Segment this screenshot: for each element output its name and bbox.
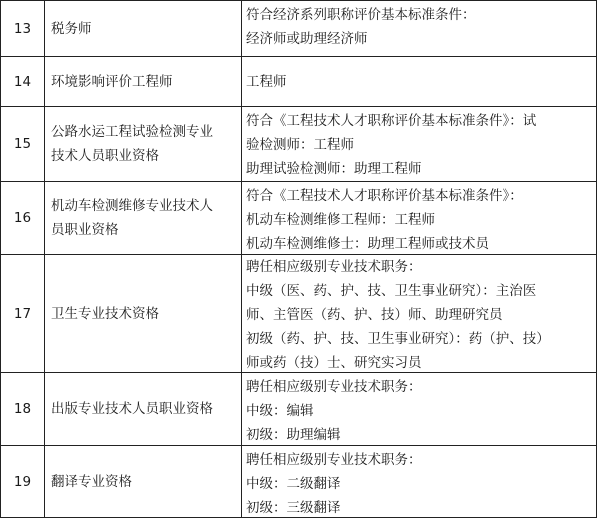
- row-number: 17: [1, 255, 45, 372]
- qualification-name-line: 翻译专业资格: [51, 473, 132, 490]
- requirement-line: 聘任相应级别专业技术职务：: [246, 452, 422, 468]
- requirement-cell: [242, 373, 597, 445]
- requirement-line: 初级：助理编辑: [246, 427, 341, 443]
- requirement-line: 初级：三级翻译: [246, 500, 341, 516]
- qualification-name: [45, 255, 242, 372]
- qualification-name-line: 技术人员职业资格: [51, 148, 159, 164]
- row-number: 14: [1, 57, 45, 106]
- table-row: [1, 255, 597, 373]
- row-number: 18: [1, 373, 45, 445]
- requirement-line: 中级：二级翻译: [246, 476, 341, 492]
- qualification-name: [45, 107, 242, 181]
- requirement-line: 初级（药、护、技、卫生事业研究）：药（护、技）: [246, 331, 550, 347]
- qualification-name: [45, 373, 242, 445]
- qualification-name: [45, 57, 242, 106]
- requirement-line: 助理试验检测师：助理工程师: [246, 161, 422, 177]
- requirement-line: 聘任相应级别专业技术职务：: [246, 259, 422, 275]
- qualification-name: [45, 1, 242, 56]
- requirement-line: 符合《工程技术人才职称评价基本标准条件》：试: [246, 113, 537, 129]
- requirement-line: 工程师: [246, 73, 287, 90]
- requirement-line: 中级（医、药、护、技、卫生事业研究）：主治医: [246, 283, 537, 299]
- requirement-line: 符合经济系列职称评价基本标准条件：: [246, 7, 476, 23]
- requirement-line: 验检测师：工程师: [246, 137, 354, 153]
- row-number: 15: [1, 107, 45, 181]
- requirement-line: 符合《工程技术人才职称评价基本标准条件》：: [246, 188, 523, 204]
- qualification-name-line: 出版专业技术人员职业资格: [51, 401, 213, 417]
- table-row: [1, 1, 597, 57]
- table-row: [1, 182, 597, 255]
- requirement-line: 师、主管医（药、护、技）师、助理研究员: [246, 307, 503, 323]
- requirement-cell: [242, 182, 597, 254]
- requirement-cell: [242, 107, 597, 181]
- requirement-line: 经济师或助理经济师: [246, 31, 368, 47]
- qualification-name-line: 机动车检测维修专业技术人: [51, 198, 213, 214]
- row-number: 16: [1, 182, 45, 254]
- requirement-line: 中级：编辑: [246, 403, 314, 419]
- qualification-name-line: 税务师: [51, 20, 92, 37]
- table-row: [1, 373, 597, 446]
- qualification-name-line: 卫生专业技术资格: [51, 305, 159, 322]
- requirement-line: 师或药（技）士、研究实习员: [246, 355, 422, 371]
- qualification-name-line: 环境影响评价工程师: [51, 73, 173, 90]
- table-row: [1, 446, 597, 518]
- qualification-name: [45, 446, 242, 517]
- requirement-line: 机动车检测维修士：助理工程师或技术员: [246, 236, 489, 252]
- table-row: [1, 107, 597, 182]
- requirement-cell: [242, 255, 597, 372]
- requirement-line: 机动车检测维修工程师：工程师: [246, 212, 435, 228]
- row-number: 13: [1, 1, 45, 56]
- qualification-name: [45, 182, 242, 254]
- requirement-cell: [242, 1, 597, 56]
- qualification-name-line: 公路水运工程试验检测专业: [51, 124, 213, 140]
- table-row: [1, 57, 597, 107]
- requirement-cell: [242, 57, 597, 106]
- requirement-cell: [242, 446, 597, 517]
- qualification-name-line: 员职业资格: [51, 222, 119, 238]
- row-number: 19: [1, 446, 45, 517]
- requirement-line: 聘任相应级别专业技术职务：: [246, 379, 422, 395]
